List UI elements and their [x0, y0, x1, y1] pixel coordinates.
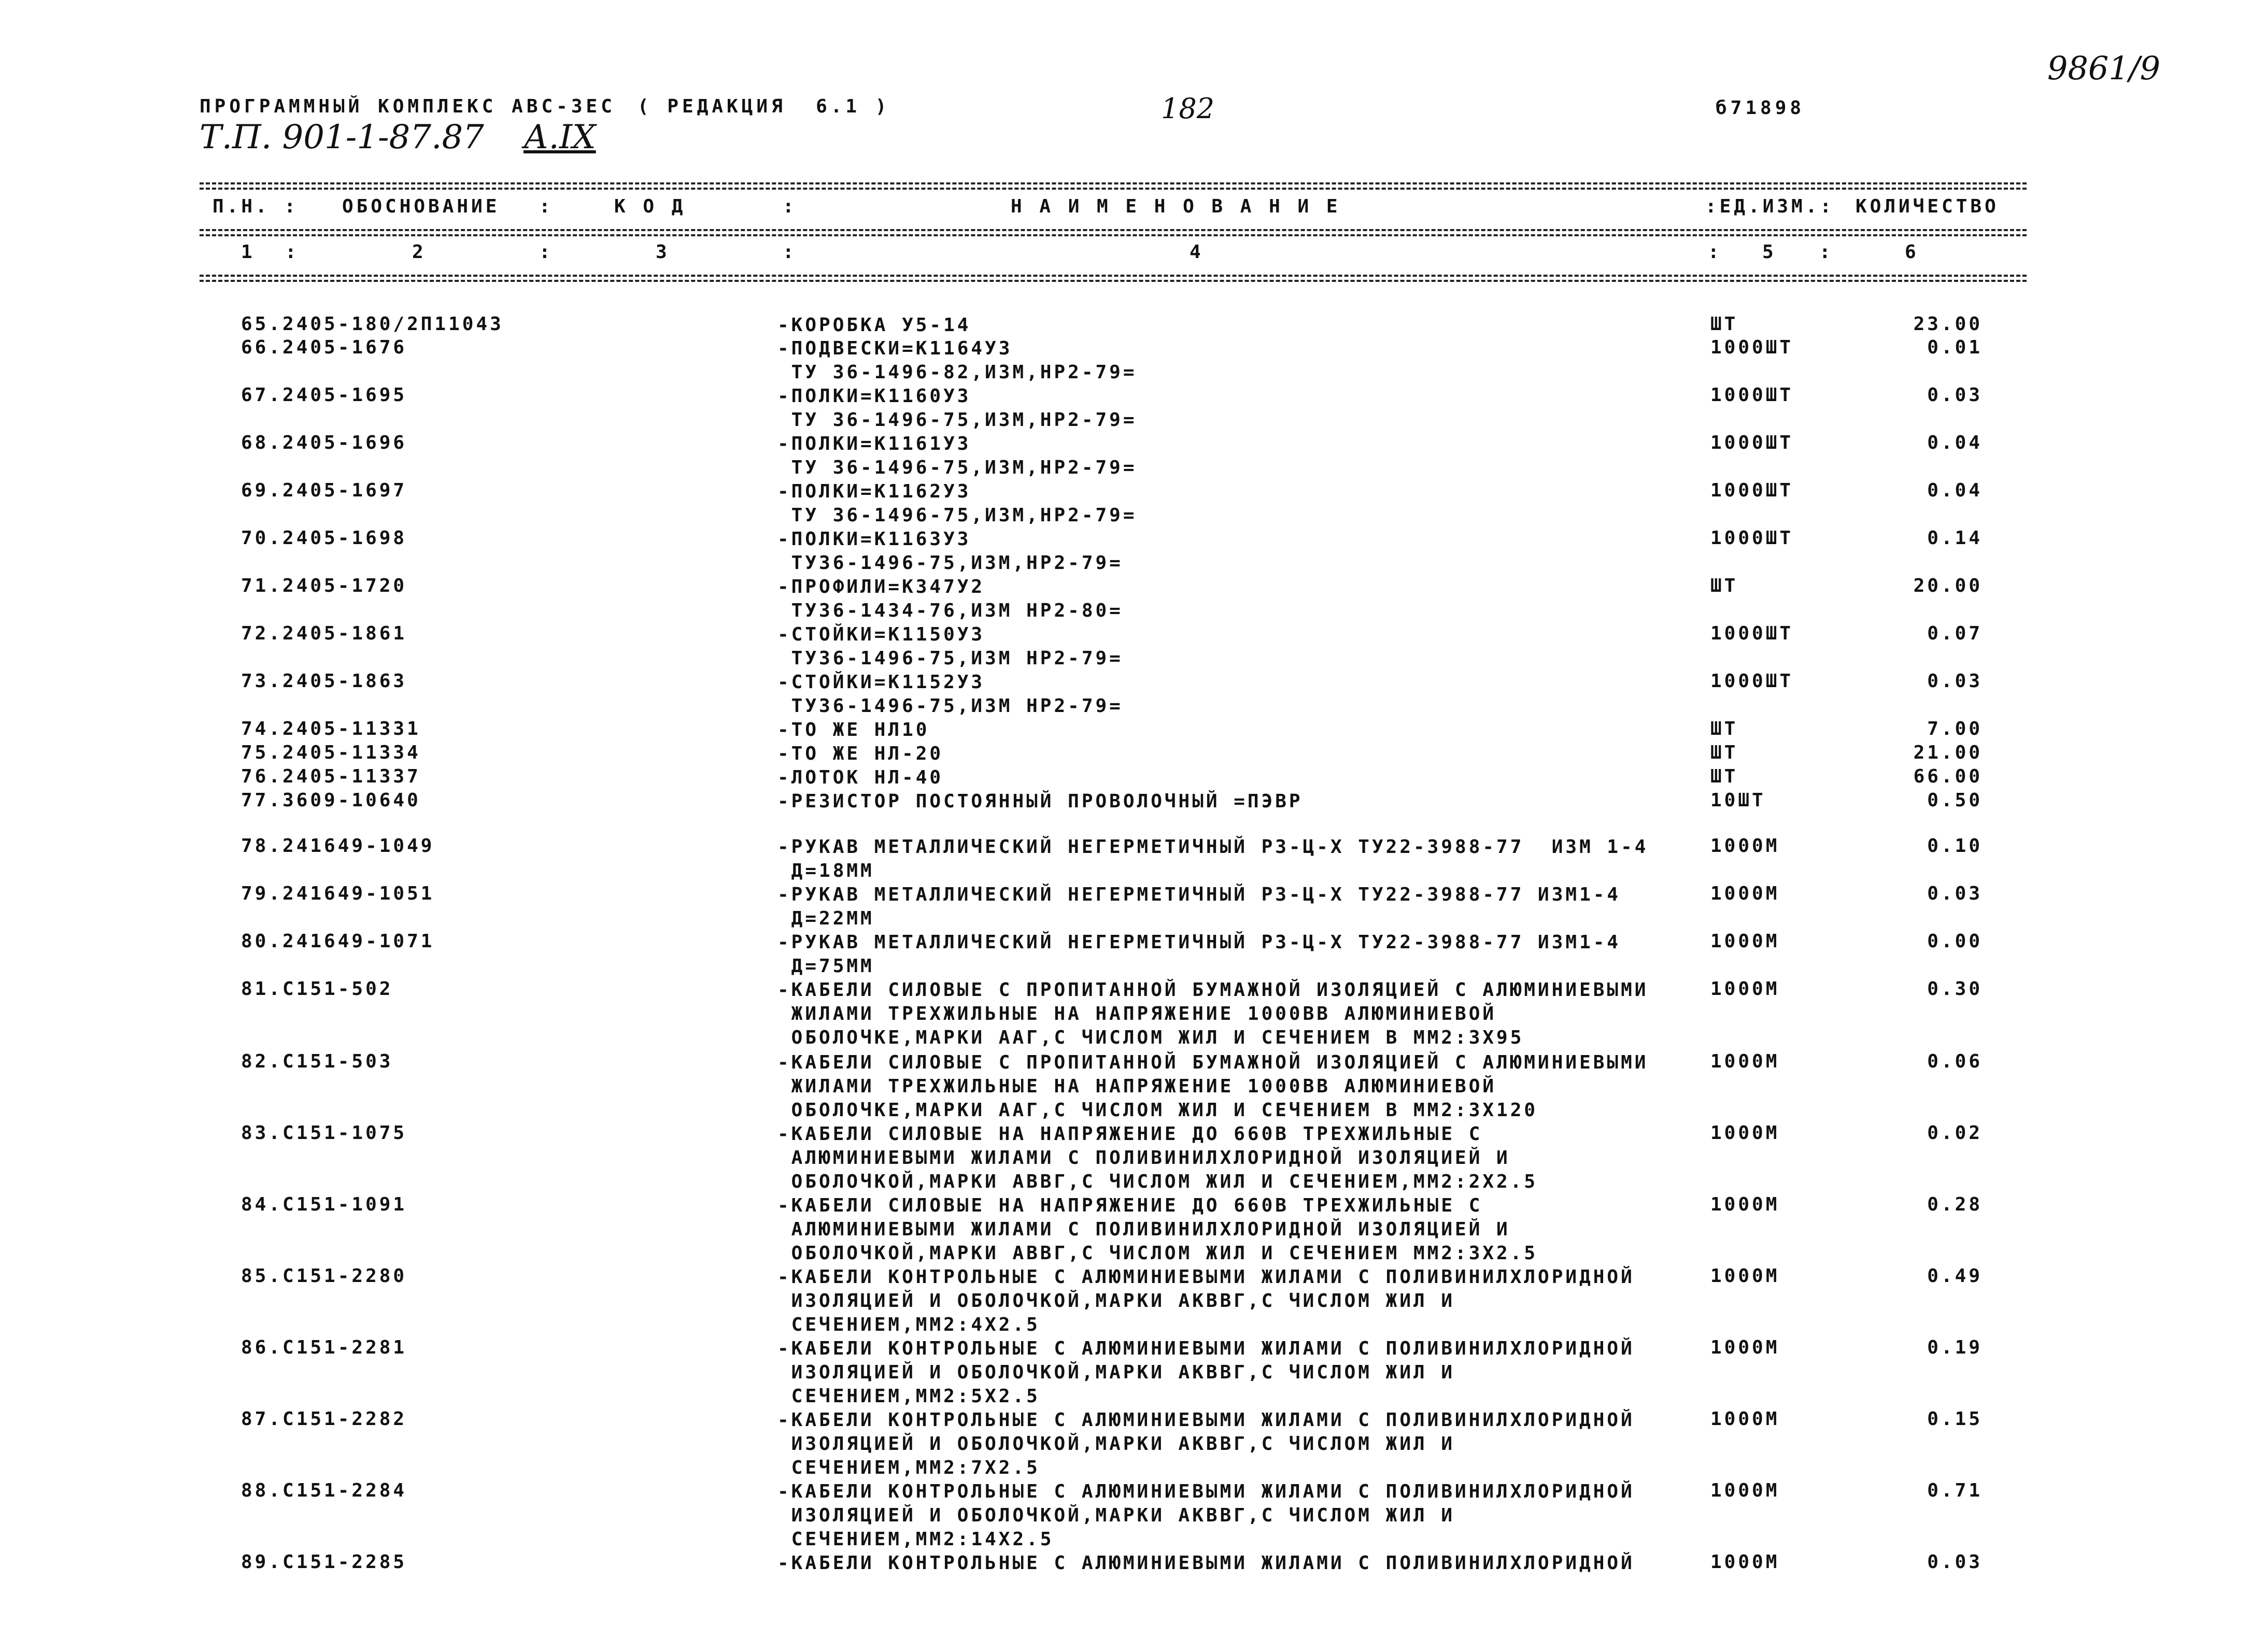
row-unit: 1000ШТ	[1710, 384, 1794, 406]
row-unit: 1000М	[1710, 1408, 1780, 1430]
row-number: 76.2405-11337	[241, 766, 421, 787]
row-number: 83.С151-1075	[241, 1122, 407, 1144]
row-number: 78.241649-1049	[241, 835, 435, 857]
row-name: -КАБЕЛИ КОНТРОЛЬНЫЕ С АЛЮМИНИЕВЫМИ ЖИЛАМИ С ПОЛИВИНИЛХЛОРИДНОЙ	[777, 1553, 1635, 1574]
row-unit: 1000М	[1710, 1480, 1780, 1501]
row-unit: 1000М	[1710, 978, 1780, 1000]
row-number: 86.С151-2281	[241, 1337, 407, 1358]
row-quantity: 0.04	[1927, 480, 1983, 501]
row-quantity: 0.19	[1927, 1337, 1983, 1358]
row-name: -ПОЛКИ=К1162У3 ТУ 36-1496-75,ИЗМ,НР2-79=	[777, 481, 1137, 526]
row-quantity: 0.00	[1927, 931, 1983, 952]
row-quantity: 0.30	[1927, 978, 1983, 1000]
header-rule-bottom	[200, 275, 2027, 277]
column-number: 3	[656, 241, 670, 263]
row-unit: ШТ	[1710, 766, 1738, 787]
row-number: 66.2405-1676	[241, 337, 407, 358]
column-number: 6	[1905, 241, 1919, 263]
row-name: -ТО ЖЕ НЛ10	[777, 719, 930, 740]
column-separator: :	[539, 241, 554, 263]
row-number: 85.С151-2280	[241, 1265, 407, 1287]
row-name: -КАБЕЛИ СИЛОВЫЕ НА НАПРЯЖЕНИЕ ДО 660В ТРЕХЖИЛЬНЫЕ С АЛЮМИНИЕВЫМИ ЖИЛАМИ С ПОЛИВИНИЛХЛОРИДНОЙ ИЗОЛЯЦИЕЙ И ОБОЛОЧКОЙ,МАРКИ АВВГ,С ЧИСЛОМ ЖИЛ И СЕЧЕНИЕМ ММ2:3Х2.5	[777, 1195, 1538, 1264]
corner-handwritten-mark: 9861/9	[2047, 49, 2161, 87]
row-name: -РУКАВ МЕТАЛЛИЧЕСКИЙ НЕГЕРМЕТИЧНЫЙ РЗ-Ц-Х ТУ22-3988-77 ИЗМ1-4 Д=75ММ	[777, 932, 1621, 977]
row-unit: ШТ	[1710, 575, 1738, 596]
row-number: 82.С151-503	[241, 1051, 393, 1072]
program-title: ПРОГРАММНЫЙ КОМПЛЕКС АВС-3ЕС	[200, 96, 616, 117]
row-name: -ТО ЖЕ НЛ-20	[777, 743, 944, 764]
row-quantity: 7.00	[1927, 718, 1983, 739]
row-quantity: 0.06	[1927, 1051, 1983, 1072]
column-separator: :	[783, 196, 797, 217]
row-number: 84.С151-1091	[241, 1194, 407, 1215]
row-name: -РЕЗИСТОР ПОСТОЯННЫЙ ПРОВОЛОЧНЫЙ =ПЭВР	[777, 791, 1303, 812]
header-rule-bottom-2	[200, 280, 2027, 282]
row-quantity: 21.00	[1913, 742, 1983, 763]
row-unit: 10ШТ	[1710, 790, 1766, 811]
row-quantity: 20.00	[1913, 575, 1983, 596]
row-number: 80.241649-1071	[241, 931, 435, 952]
row-name: -КАБЕЛИ КОНТРОЛЬНЫЕ С АЛЮМИНИЕВЫМИ ЖИЛАМИ С ПОЛИВИНИЛХЛОРИДНОЙ ИЗОЛЯЦИЕЙ И ОБОЛОЧКОЙ,МАРКИ АКВВГ,С ЧИСЛОМ ЖИЛ И СЕЧЕНИЕМ,ММ2:14Х2.5	[777, 1481, 1635, 1550]
row-quantity: 0.02	[1927, 1122, 1983, 1144]
row-quantity: 0.28	[1927, 1194, 1983, 1215]
row-number: 70.2405-1698	[241, 528, 407, 549]
row-name: -ПОДВЕСКИ=К1164У3 ТУ 36-1496-82,ИЗМ,НР2-79=	[777, 338, 1137, 383]
row-number: 77.3609-10640	[241, 790, 421, 811]
row-quantity: 0.03	[1927, 883, 1983, 904]
row-unit: 1000М	[1710, 883, 1780, 904]
row-unit: 1000М	[1710, 1265, 1780, 1287]
row-quantity: 0.03	[1927, 384, 1983, 406]
row-quantity: 66.00	[1913, 766, 1983, 787]
row-name: -ПОЛКИ=К1160У3 ТУ 36-1496-75,ИЗМ,НР2-79=	[777, 386, 1137, 431]
header-rule-top-2	[200, 188, 2027, 190]
row-unit: 1000М	[1710, 1337, 1780, 1358]
column-number: 1	[241, 241, 256, 263]
column-separator: :	[539, 196, 554, 217]
row-quantity: 0.50	[1927, 790, 1983, 811]
row-name: -РУКАВ МЕТАЛЛИЧЕСКИЙ НЕГЕРМЕТИЧНЫЙ РЗ-Ц-Х ТУ22-3988-77 ИЗМ1-4 Д=22ММ	[777, 884, 1621, 929]
row-name: -КАБЕЛИ КОНТРОЛЬНЫЕ С АЛЮМИНИЕВЫМИ ЖИЛАМИ С ПОЛИВИНИЛХЛОРИДНОЙ ИЗОЛЯЦИЕЙ И ОБОЛОЧКОЙ,МАРКИ АКВВГ,С ЧИСЛОМ ЖИЛ И СЕЧЕНИЕМ,ММ2:7Х2.5	[777, 1409, 1635, 1478]
column-separator: :	[1708, 241, 1722, 263]
row-unit: 1000М	[1710, 931, 1780, 952]
header-rule-top	[200, 182, 2027, 184]
header-rule-mid-2	[200, 234, 2027, 236]
column-heading-name: Н А И М Е Н О В А Н И Е	[1011, 196, 1341, 217]
row-number: 87.С151-2282	[241, 1408, 407, 1430]
column-separator: :	[1819, 241, 1834, 263]
page-number: 182	[1161, 92, 1215, 125]
column-number: 5	[1762, 241, 1777, 263]
row-number: 73.2405-1863	[241, 671, 407, 692]
row-name: -КАБЕЛИ СИЛОВЫЕ НА НАПРЯЖЕНИЕ ДО 660В ТРЕХЖИЛЬНЫЕ С АЛЮМИНИЕВЫМИ ЖИЛАМИ С ПОЛИВИНИЛХЛОРИДНОЙ ИЗОЛЯЦИЕЙ И ОБОЛОЧКОЙ,МАРКИ АВВГ,С ЧИСЛОМ ЖИЛ И СЕЧЕНИЕМ,ММ2:2Х2.5	[777, 1123, 1538, 1192]
row-quantity: 0.14	[1927, 528, 1983, 549]
row-name: -КАБЕЛИ КОНТРОЛЬНЫЕ С АЛЮМИНИЕВЫМИ ЖИЛАМИ С ПОЛИВИНИЛХЛОРИДНОЙ ИЗОЛЯЦИЕЙ И ОБОЛОЧКОЙ,МАРКИ АКВВГ,С ЧИСЛОМ ЖИЛ И СЕЧЕНИЕМ,ММ2:5Х2.5	[777, 1338, 1635, 1407]
album-number: А.IX	[523, 118, 596, 156]
row-name: -ПРОФИЛИ=К347У2 ТУ36-1434-76,ИЗМ НР2-80=	[777, 576, 1123, 621]
column-heading-code: К О Д	[614, 196, 686, 217]
row-number: 72.2405-1861	[241, 623, 407, 644]
row-unit: ШТ	[1710, 742, 1738, 763]
row-number: 81.С151-502	[241, 978, 393, 1000]
row-number: 89.С151-2285	[241, 1551, 407, 1573]
column-separator: :	[783, 241, 797, 263]
row-unit: 1000М	[1710, 1122, 1780, 1144]
row-unit: 1000ШТ	[1710, 337, 1794, 358]
row-number: 88.С151-2284	[241, 1480, 407, 1501]
row-name: -КАБЕЛИ СИЛОВЫЕ С ПРОПИТАННОЙ БУМАЖНОЙ ИЗОЛЯЦИЕЙ С АЛЮМИНИЕВЫМИ ЖИЛАМИ ТРЕХЖИЛЬНЫЕ НА НАПРЯЖЕНИЕ 1000ВВ АЛЮМИНИЕВОЙ ОБОЛОЧКЕ,МАРКИ ААГ,С ЧИСЛОМ ЖИЛ И СЕЧЕНИЕМ В ММ2:3Х120	[777, 1052, 1649, 1121]
row-name: -ЛОТОК НЛ-40	[777, 767, 944, 788]
row-unit: 1000ШТ	[1710, 528, 1794, 549]
row-unit: 1000М	[1710, 1051, 1780, 1072]
row-unit: 1000ШТ	[1710, 671, 1794, 692]
row-number: 71.2405-1720	[241, 575, 407, 596]
row-number: 75.2405-11334	[241, 742, 421, 763]
row-number: 68.2405-1696	[241, 432, 407, 453]
row-name: -ПОЛКИ=К1161У3 ТУ 36-1496-75,ИЗМ,НР2-79=	[777, 433, 1137, 478]
column-heading-unit: :ЕД.ИЗМ.:	[1705, 196, 1835, 217]
row-number: 69.2405-1697	[241, 480, 407, 501]
column-separator: :	[285, 241, 300, 263]
row-quantity: 0.03	[1927, 671, 1983, 692]
row-name: -СТОЙКИ=К1152У3 ТУ36-1496-75,ИЗМ НР2-79=	[777, 672, 1123, 717]
row-name: -КОРОБКА У5-14	[777, 315, 971, 336]
row-number: 65.2405-180/2П11043	[241, 314, 504, 335]
row-unit: 1000М	[1710, 1551, 1780, 1573]
row-number: 79.241649-1051	[241, 883, 435, 904]
row-quantity: 23.00	[1913, 314, 1983, 335]
row-name: -СТОЙКИ=К1150У3 ТУ36-1496-75,ИЗМ НР2-79=	[777, 624, 1123, 669]
row-quantity: 0.71	[1927, 1480, 1983, 1501]
row-quantity: 0.04	[1927, 432, 1983, 453]
row-name: -РУКАВ МЕТАЛЛИЧЕСКИЙ НЕГЕРМЕТИЧНЫЙ РЗ-Ц-Х ТУ22-3988-77 ИЗМ 1-4 Д=18ММ	[777, 836, 1649, 881]
row-quantity: 0.07	[1927, 623, 1983, 644]
header-rule-mid	[200, 229, 2027, 231]
row-name: -ПОЛКИ=К1163У3 ТУ36-1496-75,ИЗМ,НР2-79=	[777, 529, 1123, 574]
row-number: 74.2405-11331	[241, 718, 421, 739]
row-quantity: 0.15	[1927, 1408, 1983, 1430]
row-quantity: 0.03	[1927, 1551, 1983, 1573]
row-name: -КАБЕЛИ КОНТРОЛЬНЫЕ С АЛЮМИНИЕВЫМИ ЖИЛАМИ С ПОЛИВИНИЛХЛОРИДНОЙ ИЗОЛЯЦИЕЙ И ОБОЛОЧКОЙ,МАРКИ АКВВГ,С ЧИСЛОМ ЖИЛ И СЕЧЕНИЕМ,ММ2:4Х2.5	[777, 1266, 1635, 1335]
row-number: 67.2405-1695	[241, 384, 407, 406]
project-number: Т.П. 901-1-87.87	[200, 118, 484, 156]
row-name: -КАБЕЛИ СИЛОВЫЕ С ПРОПИТАННОЙ БУМАЖНОЙ ИЗОЛЯЦИЕЙ С АЛЮМИНИЕВЫМИ ЖИЛАМИ ТРЕХЖИЛЬНЫЕ НА НАПРЯЖЕНИЕ 1000ВВ АЛЮМИНИЕВОЙ ОБОЛОЧКЕ,МАРКИ ААГ,С ЧИСЛОМ ЖИЛ И СЕЧЕНИЕМ В ММ2:3Х95	[777, 979, 1649, 1048]
column-heading-basis: ОБОСНОВАНИЕ	[342, 196, 500, 217]
row-quantity: 0.49	[1927, 1265, 1983, 1287]
row-unit: 1000М	[1710, 1194, 1780, 1215]
row-unit: 1000ШТ	[1710, 432, 1794, 453]
row-unit: ШТ	[1710, 718, 1738, 739]
column-number: 2	[412, 241, 427, 263]
document-code: б71898	[1716, 97, 1805, 119]
edition-label: ( РЕДАКЦИЯ 6.1 )	[638, 96, 890, 117]
row-unit: 1000ШТ	[1710, 623, 1794, 644]
row-quantity: 0.01	[1927, 337, 1983, 358]
row-quantity: 0.10	[1927, 835, 1983, 857]
row-unit: 1000М	[1710, 835, 1780, 857]
column-heading-pn: П.Н. :	[213, 196, 299, 217]
column-heading-quantity: КОЛИЧЕСТВО	[1856, 196, 1999, 217]
row-unit: 1000ШТ	[1710, 480, 1794, 501]
column-number: 4	[1190, 241, 1204, 263]
row-unit: ШТ	[1710, 314, 1738, 335]
